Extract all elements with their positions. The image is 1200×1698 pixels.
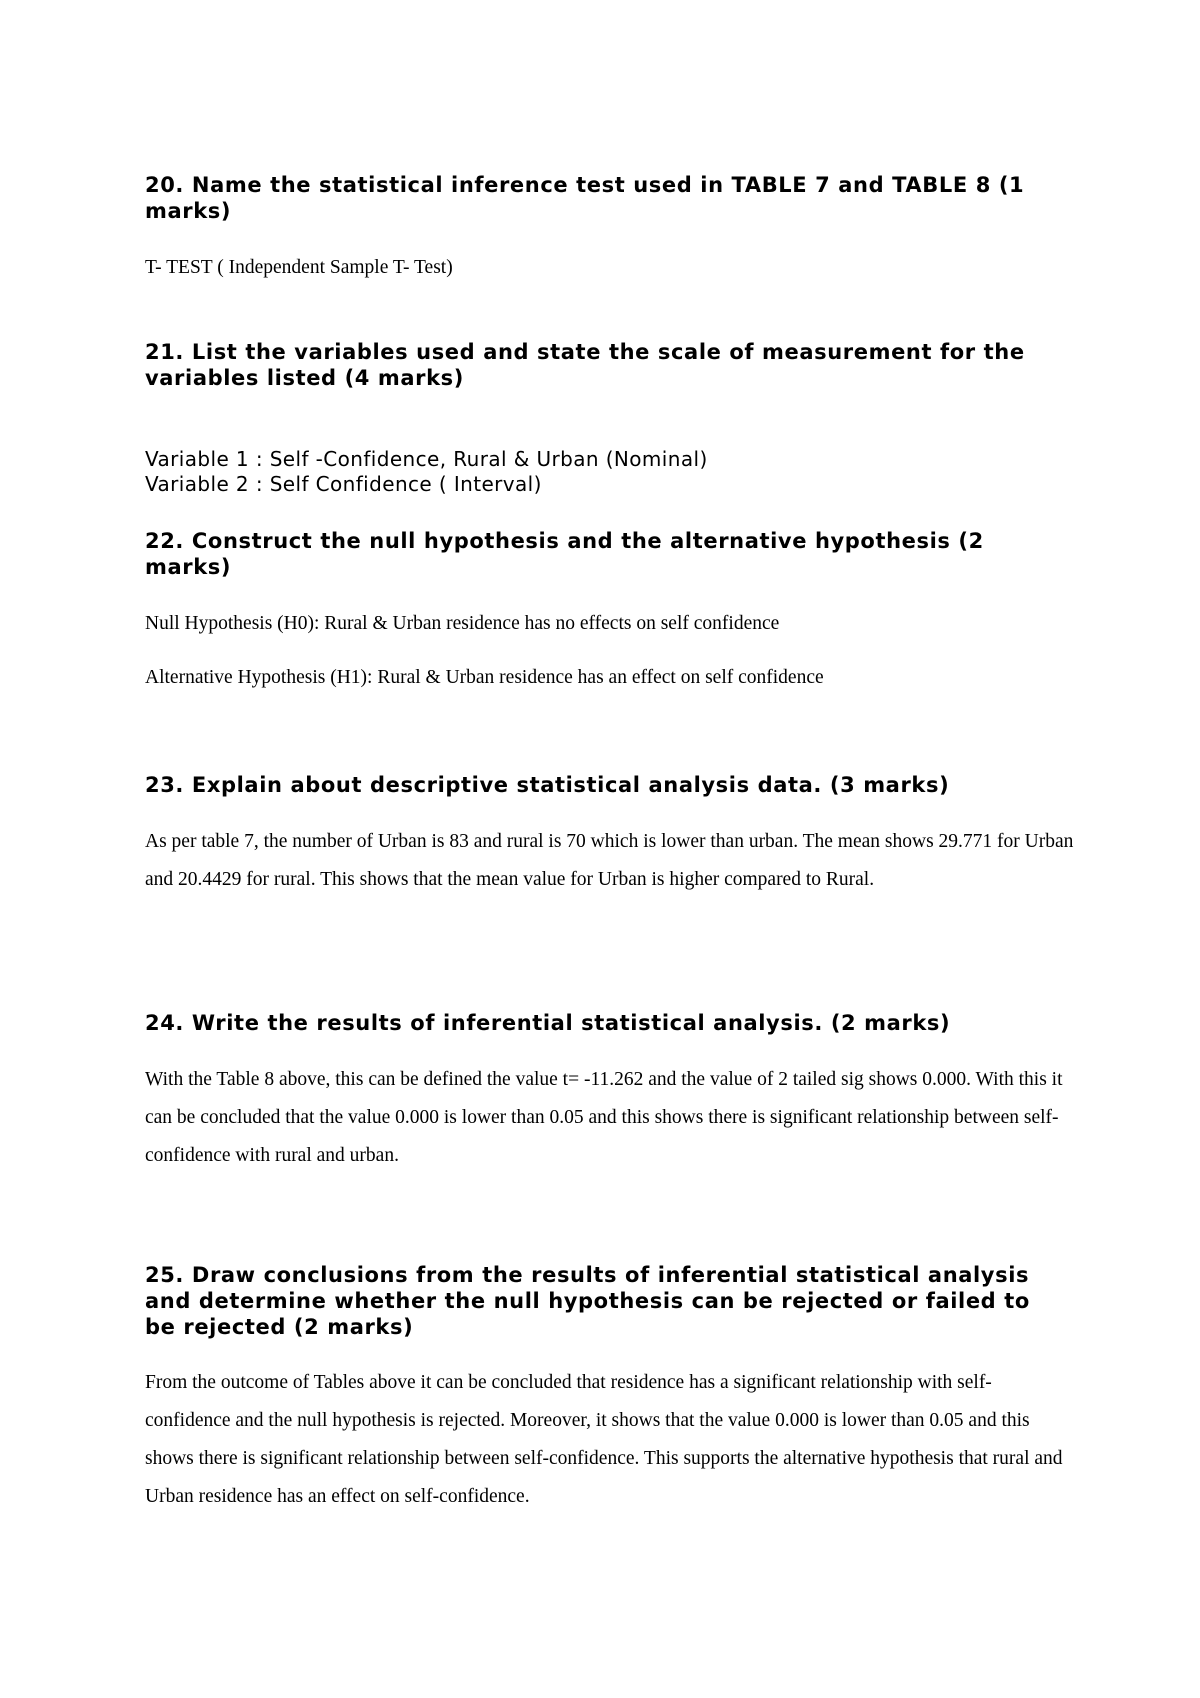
question-25-answer: From the outcome of Tables above it can be concluded that residence has a significant relationship with self-confidence and the null hypothesis is rejected. Moreover, it shows that the value 0.000 is lower than 0.05 and this shows there is significant relationship between self-confidence. This supports the alternative hypothesis that rural and Urban residence has an effect on self-confidence.: [145, 1372, 1063, 1507]
question-24-answer: With the Table 8 above, this can be defined the value t= -11.262 and the value of 2 tailed sig shows 0.000. With this it can be concluded that the value 0.000 is lower than 0.05 and this shows there is significant relationship between self-confidence with rural and urban.: [145, 1069, 1063, 1166]
question-20-heading: 20. Name the statistical inference test used in TABLE 7 and TABLE 8 (1 marks): [145, 173, 1025, 223]
question-20-answer: T- TEST ( Independent Sample T- Test): [145, 257, 453, 278]
alternative-hypothesis-text: Alternative Hypothesis (H1): Rural & Urban residence has an effect on self confidence: [145, 667, 824, 688]
variable-1-line: Variable 1 : Self -Confidence, Rural & Urban (Nominal): [145, 447, 708, 471]
question-21-variables: [145, 447, 1065, 497]
question-23-answer: As per table 7, the number of Urban is 83 and rural is 70 which is lower than urban. The mean shows 29.771 for Urban and 20.4429 for rural. This shows that the mean value for Urban is higher compared to Rural.: [145, 831, 1074, 890]
variable-2-line: Variable 2 : Self Confidence ( Interval): [145, 472, 542, 496]
question-25-heading: 25. Draw conclusions from the results of inferential statistical analysis and determine whether the null hypothesis can be rejected or failed to be rejected (2 marks): [145, 1263, 1030, 1339]
question-24-heading: 24. Write the results of inferential statistical analysis. (2 marks): [145, 1011, 951, 1035]
question-23-heading: 23. Explain about descriptive statistical analysis data. (3 marks): [145, 773, 950, 797]
question-21-heading: 21. List the variables used and state the scale of measurement for the variables listed (4 marks): [145, 340, 1025, 390]
null-hypothesis-text: Null Hypothesis (H0): Rural & Urban residence has no effects on self confidence: [145, 613, 780, 634]
question-22-heading: 22. Construct the null hypothesis and the alternative hypothesis (2 marks): [145, 529, 984, 579]
